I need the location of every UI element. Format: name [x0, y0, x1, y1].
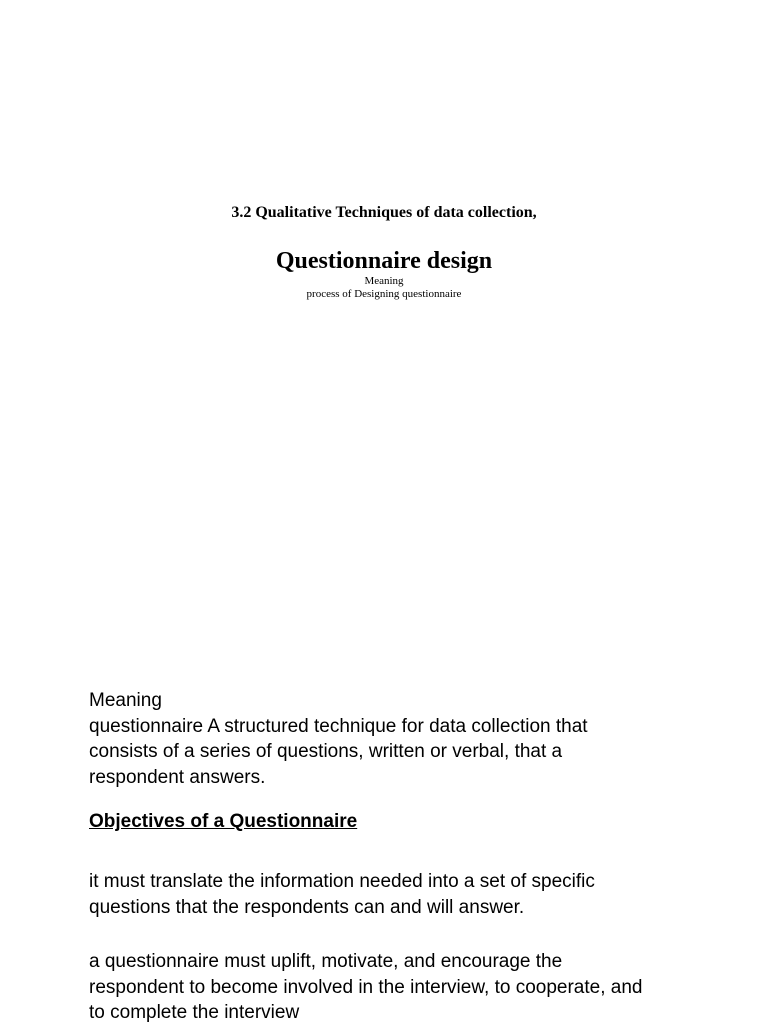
paragraph-line: it must translate the information needed into a set of specific — [89, 871, 595, 892]
meaning-label: Meaning — [89, 690, 162, 711]
objectives-paragraph-1 — [89, 869, 689, 920]
paragraph-line: questions that the respondents can and will answer. — [89, 896, 525, 918]
meaning-text-line: questionnaire A structured technique for data collection that — [89, 715, 588, 737]
objectives-heading: Objectives of a Questionnaire — [89, 811, 358, 832]
page-title: Questionnaire design — [275, 248, 493, 274]
paragraph-line: to complete the interview — [89, 1002, 300, 1023]
meaning-text-line: consists of a series of questions, written or verbal, that a — [89, 741, 563, 762]
toc-item-process: process of Designing questionnaire — [306, 288, 462, 300]
toc-item-meaning: Meaning — [364, 275, 404, 287]
paragraph-line: a questionnaire must uplift, motivate, and encourage the — [89, 951, 563, 972]
paragraph-line: respondent to become involved in the interview, to cooperate, and — [89, 976, 643, 998]
meaning-text-line: respondent answers. — [89, 766, 266, 788]
table-of-contents — [0, 275, 768, 301]
objectives-paragraph-2 — [89, 949, 689, 1026]
meaning-section — [89, 688, 689, 790]
section-heading: 3.2 Qualitative Techniques of data collection, — [231, 204, 537, 221]
